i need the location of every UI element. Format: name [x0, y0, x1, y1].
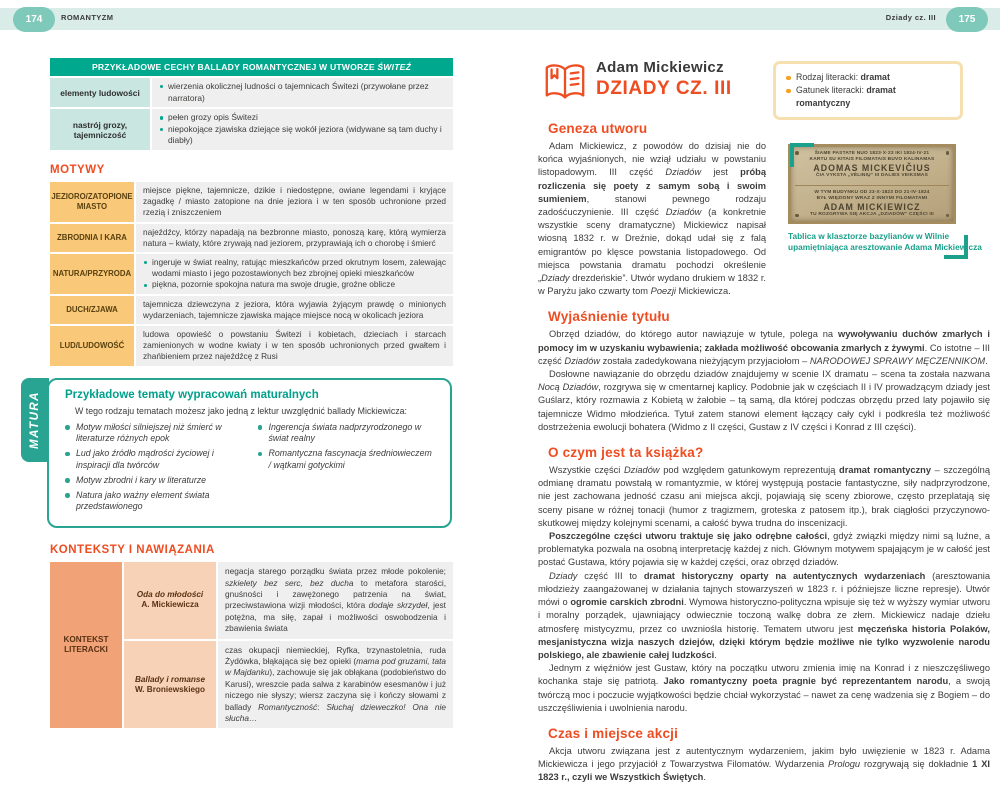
section-czas	[538, 726, 990, 785]
table-row	[50, 109, 453, 150]
work-author: W. Broniewskiego	[134, 684, 206, 694]
genre-info-box	[773, 61, 963, 120]
section-heading: O czym jest ta książka?	[548, 445, 704, 461]
context-category: KONTEKST LITERACKI	[50, 562, 122, 728]
paragraph: Poszczególne części utworu traktuje się jako odrębne całości, gdyż związki między nimi są luźne, a problematyka pozwala na osobną interpretację każdej z nich. Głównym motywem spajającym je w całość jest postać Gustawa, który pojawia się w każdej części, oraz obrzęd dziadów.	[538, 531, 990, 568]
section-ksiazka	[538, 445, 990, 715]
running-head-left: ROMANTYZM	[61, 13, 114, 22]
plaque-panel-lithuanian	[795, 151, 949, 180]
plaque-line: KARTU SU KITAIS FILOMATAIS BUVO KALINAMAS	[809, 157, 935, 163]
topic-item: Motyw zbrodni i kary w literaturze	[65, 475, 244, 487]
plaque-panel-polish	[795, 185, 949, 219]
contexts-heading: KONTEKSTY I NAWIĄZANIA	[50, 544, 215, 557]
topic-item: Ingerencja świata nadprzyrodzonego w świat realny	[258, 422, 437, 446]
work-cell	[124, 562, 216, 638]
matura-tab-label: MATURA	[29, 390, 41, 449]
paragraph: Dziady część III to dramat historyczny oparty na autentycznych wydarzeniach (aresztowania młodzieży zaangażowanej w działania tajnych stowarzyszeń w 1823 r. i późniejsze liczne represje). Utwór mówi o ogromie carskich zbrodni. Wymowa historyczno-polityczna wpisuje się też w wyższy wymiar utworu i moralny porządek, ujawniający odwiecznie toczoną walkę dobra ze złem. Mickiewicz nadaje dziełu atmosferę mistycyzmu, przez co uwzniośla historię. Tematem utworu jest męczeńska historia Polaków, mesjanistyczna wizja naszych dziejów, dzięki którym będzie możliwe nie tylko wyzwolenie narodu polskiego, ale zbawienie całej ludzkości.	[538, 570, 991, 660]
paragraph: Akcja utworu związana jest z autentycznym wydarzeniem, jakim było uwięzienie w 1823 r. Adama Mickiewicza i jego przyjaciół z Towarzystwa Filomatów. Wydarzenia Prologu rozgrywają się dokładnie 1 XI 1823 r., czyli we Wszystkich Świętych.	[538, 745, 990, 783]
row-value: ludowa opowieść o powstaniu Świtezi i kobietach, dzieciach i starcach zamienionych w wodne kwiaty i w ten sposób uchronionych przed gwałtem i zhańbieniem przez najeźdźcę z Rusi	[136, 326, 453, 366]
row-label: NATURA/PRZYRODA	[50, 254, 134, 294]
motifs-table	[50, 182, 453, 366]
plaque-line: TU ROZGRYWA SIĘ AKCJA „DZIADÓW“ CZĘŚCI III	[810, 212, 934, 218]
row-label: JEZIORO/ZATOPIONE MIASTO	[50, 182, 134, 222]
figure-caption: Tablica w klasztorze bazylianów w Wilnie upamiętniająca aresztowanie Adama Mickiewicza	[788, 231, 982, 252]
row-value: najeźdźcy, którzy napadają na bezbronne miasto, ponoszą karę, którą wymierza natura – kwiaty, które zrywają nad jeziorem, przyprawiają ich o chorobę i śmierć	[136, 224, 453, 252]
info-value: dramat	[860, 72, 890, 82]
bullet-item: wierzenia okolicznej ludności o tajemnicach Świtezi (przywołane przez narratora)	[159, 81, 446, 104]
topic-item: Romantyczna fascynacja średniowieczem / wątkami gotyckimi	[258, 448, 437, 472]
work-author: A. Mickiewicza	[141, 600, 199, 610]
row-label: elementy ludowości	[50, 78, 150, 107]
screw-dot	[946, 214, 950, 218]
contexts-table	[50, 562, 453, 728]
matura-topics-left	[65, 422, 244, 517]
info-value: dramat romantyczny	[796, 85, 896, 108]
row-value: negacja starego porządku świata przez młode pokolenie; szkielety bez serc, bez ducha to metafora starości, gnuśności i zawężonego patrzenia na świat, przeciwstawiona wizji młodości, która dodaje skrzydeł, jest potężna, ma siłę, zapał i możliwości oswobodzenia i zbawienia świata	[218, 562, 453, 638]
row-value	[152, 78, 453, 107]
plaque-line: BYŁ WIĘZIONY WRAZ Z INNYMI FILOMATAMI	[816, 195, 928, 201]
info-label: Gatunek literacki:	[796, 85, 864, 95]
page-number-left: 174	[13, 7, 55, 32]
table-row	[124, 562, 453, 638]
matura-intro: W tego rodzaju tematach możesz jako jedną z lektur uwzględnić ballady Mickiewicza:	[75, 405, 407, 416]
section-heading: Geneza utworu	[548, 121, 648, 136]
work-title: Oda do młodości	[136, 590, 204, 600]
table-row	[50, 224, 453, 252]
info-item	[785, 71, 951, 84]
section-heading: Czas i miejsce akcji	[548, 725, 679, 741]
running-head-right: Dziady cz. III	[885, 13, 936, 22]
info-item	[785, 84, 951, 110]
topic-item: Lud jako źródło mądrości życiowej i inspiracji dla twórców	[65, 448, 244, 472]
motifs-heading: MOTYWY	[50, 163, 105, 176]
corner-bracket-icon	[944, 235, 968, 259]
table-row	[124, 641, 453, 729]
plaque-line: ADAM MICKIEWICZ	[823, 202, 921, 213]
matura-heading: Przykładowe tematy wypracowań maturalnych	[65, 388, 319, 401]
info-label: Rodzaj literacki:	[796, 72, 859, 82]
paragraph: Wszystkie części Dziadów pod względem gatunkowym reprezentują dramat romantyczny – szczególną odmianę dramatu powstałą w romantyzmie, w której występują postacie fantastyczne, siły nadprzyrodzone, nie jest zachowana jedność czasu ani miejsca akcji, pojawiają się sceny zbiorowe, często przeplatają się sceny pisane w różnej tonacji (humor z tragizmem, groteska z patosem itp.), brak ciągłości przyczynowo-skutkowej między kolejnymi scenami, a całość bywa trudna do inscenizacji.	[538, 465, 991, 528]
plaque-line: ŠIAME PASTATE NUO 1823·X·23 IKI 1824·IV·21	[814, 151, 930, 156]
matura-tab	[21, 378, 49, 462]
work-title: Ballady i romanse	[134, 674, 206, 684]
ballad-features-table	[50, 58, 453, 150]
table-row	[50, 254, 453, 294]
header-band	[0, 8, 1000, 30]
table-row	[50, 182, 453, 222]
row-label: LUD/LUDOWOŚĆ	[50, 326, 134, 366]
section-heading: Wyjaśnienie tytułu	[548, 309, 670, 325]
row-label: ZBRODNIA I KARA	[50, 224, 134, 252]
title-block	[538, 56, 990, 110]
bullet-item: piękna, pozornie spokojna natura ma swoje drugie, groźne oblicze	[143, 279, 446, 290]
work-title-main: DZIADY CZ. III	[596, 78, 732, 99]
row-label: nastrój grozy, tajemniczość	[50, 109, 150, 150]
row-label: DUCH/ZJAWA	[50, 296, 134, 324]
page-number-right: 175	[946, 7, 988, 32]
row-value: tajemnicza dziewczyna z jeziora, która wyjawia żyjącym prawdę o minionych wydarzeniach, tajemnicze zjawiska mające miejsce nocą w okolicach jeziora	[136, 296, 453, 324]
bullet-item: pełen grozy opis Świtezi	[159, 112, 446, 124]
plaque-line: ČIA VYKSTA „VĖLINIŲ“ III DALIES VEIKSMAS	[815, 173, 929, 179]
row-value	[152, 109, 453, 150]
left-page	[29, 58, 453, 728]
paragraph: Dosłowne nawiązanie do obrzędu dziadów znajdujemy w scenie IX dramatu – scena ta została nazwana Nocą Dziadów, rozgrywa się w cmentarnej kaplicy. Podobnie jak w częściach II i IV prowadzącym dziady jest Guślarz, który rozmawia z Kobietą w żałobie – tą samą, dla której podczas obrzędu przed laty pojawiło się tajemnicze Widmo młodzieńca. Tytuł zatem stanowi element łączący cały cykl i podkreśla też możliwość dostrzeżenia ewolucji bohatera (Widmo z II części, Gustaw z IV części i Konrad z III części).	[538, 369, 990, 432]
plaque-figure	[775, 144, 990, 253]
paragraph: Jednym z więźniów jest Gustaw, który na początku utworu zmienia imię na Konrad i z nieszczęśliwego kochanka staje się patriotą. Jako romantyczny poeta pragnie być reprezentantem narodu, a swoją twórczą moc i poczucie wyjątkowości będzie chciał wykorzystać – nawet za cenę wadzenia się z Bogiem – do uszczęśliwienia i uwolnienia narodu.	[538, 663, 990, 713]
screw-dot	[946, 151, 950, 155]
row-value: miejsce piękne, tajemnicze, dzikie i niedostępne, owiane legendami i kryjące zagadkę / miasto zatopione na dnie jeziora i w ten sposób uchronione przed rzezią i zniszczeniem	[136, 182, 453, 222]
table-row	[50, 296, 453, 324]
screw-dot	[795, 151, 799, 155]
right-page	[538, 56, 990, 785]
table-title: PRZYKŁADOWE CECHY BALLADY ROMANTYCZNEJ W UTWORZE ŚWITEŹ	[50, 58, 453, 76]
bullet-item: niepokojące zjawiska dziejące się wokół jeziora (widywane są tam duchy i diabły)	[159, 124, 446, 147]
plaque-line: W TYM BUDYNKU OD 23·X·1823 DO 21·IV·1824	[814, 189, 930, 195]
row-value: czas okupacji niemieckiej, Ryfka, trzynastoletnia, ruda Żydówka, błąkająca się bez opieki (mama pod gruzami, tata w Majdanku), zachowuje się jak obłąkana (podobieństwo do Karusi), wreszcie pada salwa z karabinów esesmanów i już niczego nie słyszy; wiersz zaczyna się i kończy słowami z ballady Romantyczność: Słuchaj dzieweczko! Ona nie słucha…	[218, 641, 453, 729]
matura-box	[29, 378, 452, 529]
open-book-icon	[542, 58, 588, 106]
section-geneza	[538, 121, 990, 298]
table-row	[50, 78, 453, 107]
memorial-plaque-image	[788, 144, 956, 224]
bullet-item: ingeruje w świat realny, ratując mieszkańców przed okrutnym losem, zalewając wodami miasto i jego pozostawionych bez zbrojnej opieki mieszkańców	[143, 257, 446, 279]
topic-item: Motyw miłości silniejszej niż śmierć w literaturze różnych epok	[65, 422, 244, 446]
row-value	[136, 254, 453, 294]
plaque-line: ADOMAS MICKEVIČIUS	[813, 163, 931, 174]
paragraph: Adam Mickiewicz, z powodów do dzisiaj nie do końca wyjaśnionych, nie wziął udziału w powstaniu listopadowym. III część Dziadów jest próbą rozliczenia się poety z samym sobą i swoim sumieniem, stanowi pewnego rodzaju zadośćuczynienie. III część Dziadów (a konkretnie wszystkie sceny dramatyczne) Mickiewicz napisał wiosną 1832 r. w Dreźnie, dokąd udał się z falą emigrantów po klęsce powstania listopadowego. Od miejsca powstania dramatu pochodzi określenie „Dziady drezdeńskie”. Utwór wydano drukiem w 1832 r. w Paryżu jako czwarty tom Poezji Mickiewicza.	[538, 141, 766, 297]
matura-topics-right	[258, 422, 437, 517]
work-author-name: Adam Mickiewicz	[596, 59, 724, 76]
topic-item: Natura jako ważny element świata przedstawionego	[65, 490, 244, 514]
work-cell	[124, 641, 216, 729]
paragraph: Obrzęd dziadów, do którego autor nawiązuje w tytule, polega na wywoływaniu duchów zmarłych i pomocy im w uzyskaniu wybawienia; zakłada możliwość obcowania zmarłych z żywymi. Co istotne – III część Dziadów została zadedykowana nieżyjącym przyjaciołom – NARODOWEJ SPRAWY MĘCZENNIKOM.	[538, 329, 990, 366]
corner-bracket-icon	[790, 143, 814, 167]
table-row	[50, 326, 453, 366]
screw-dot	[795, 214, 799, 218]
section-tytul	[538, 309, 990, 434]
